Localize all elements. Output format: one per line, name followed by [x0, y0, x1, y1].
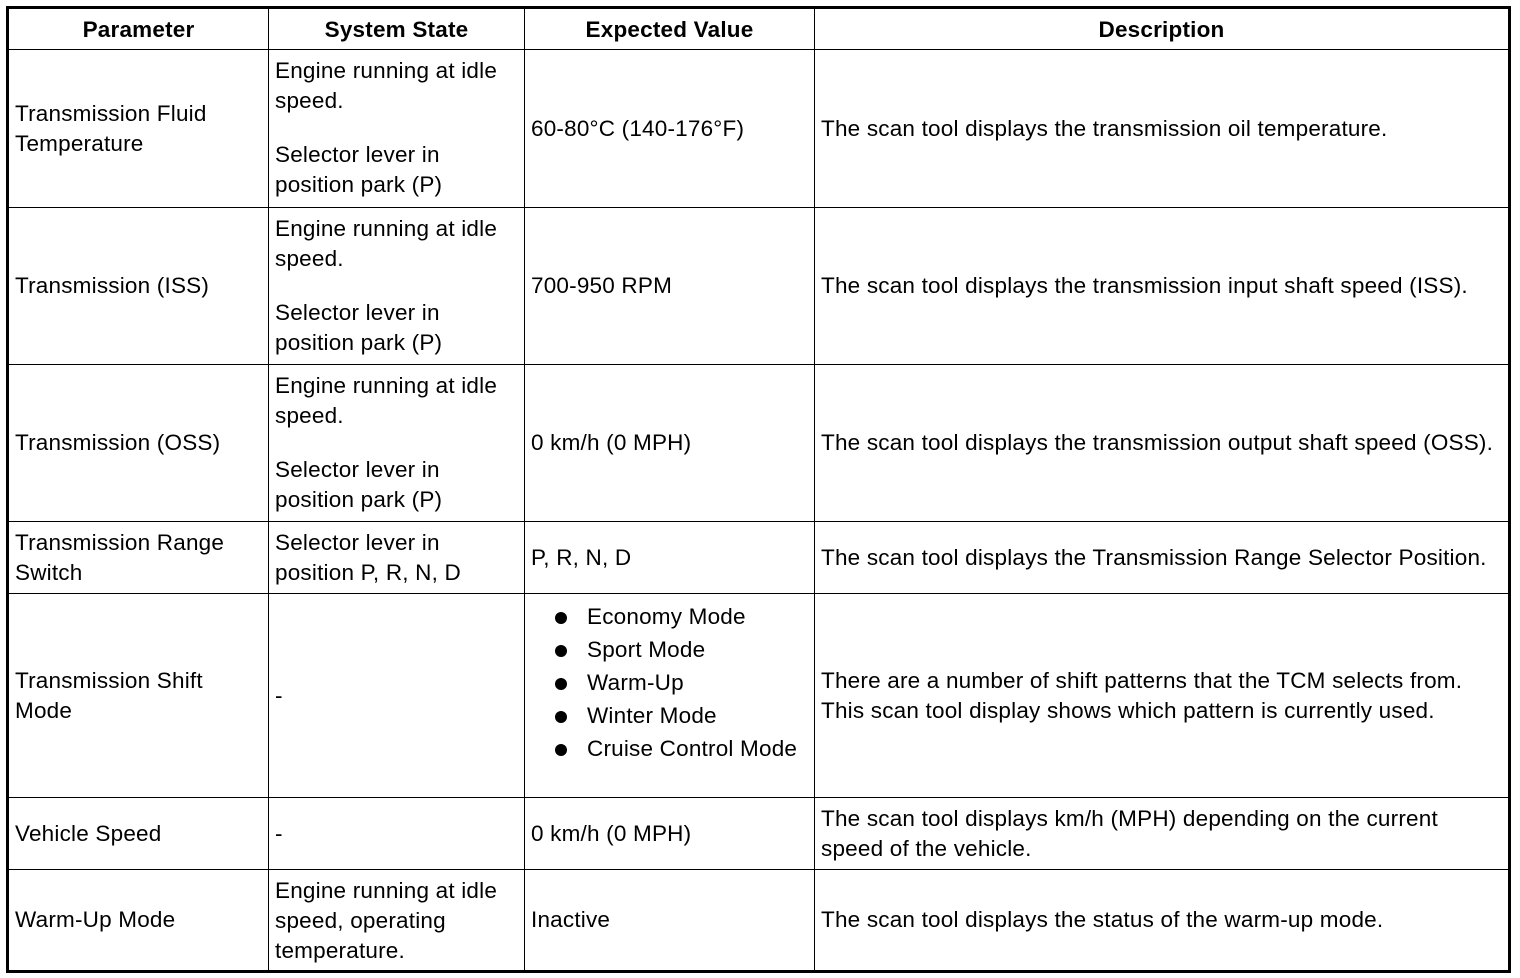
list-item: Warm-Up	[551, 668, 808, 698]
system-state-line: Engine running at idle speed.	[275, 373, 498, 428]
parameter-cell: Warm-Up Mode	[8, 870, 269, 972]
scan-tool-parameter-table	[6, 6, 1511, 973]
expected-value-cell: Inactive	[525, 870, 815, 972]
system-state-cell	[269, 365, 525, 522]
parameter-cell: Transmission Fluid Temperature	[8, 50, 269, 208]
system-state-line: Selector lever in position park (P)	[275, 457, 443, 512]
description-cell: The scan tool displays the transmission input shaft speed (ISS).	[815, 208, 1510, 365]
description-cell: The scan tool displays the Transmission Range Selector Position.	[815, 522, 1510, 594]
system-state-line: Engine running at idle speed, operating temperature.	[275, 878, 498, 963]
table-header-row	[8, 8, 1510, 50]
table-row	[8, 594, 1510, 798]
expected-value-cell: P, R, N, D	[525, 522, 815, 594]
table-row	[8, 870, 1510, 972]
expected-value-cell: 60-80°C (140-176°F)	[525, 50, 815, 208]
system-state-cell	[269, 50, 525, 208]
system-state-line: Selector lever in position P, R, N, D	[275, 529, 461, 585]
parameter-cell: Vehicle Speed	[8, 798, 269, 870]
system-state-cell	[269, 870, 525, 972]
list-item: Sport Mode	[551, 635, 808, 665]
parameter-cell: Transmission Shift Mode	[8, 594, 269, 798]
shift-mode-list	[531, 602, 808, 764]
list-item: Winter Mode	[551, 701, 808, 731]
system-state-cell	[269, 594, 525, 798]
description-cell: The scan tool displays km/h (MPH) depending on the current speed of the vehicle.	[815, 798, 1510, 870]
expected-value-cell: 0 km/h (0 MPH)	[525, 798, 815, 870]
system-state-line: Engine running at idle speed.	[275, 58, 498, 113]
parameter-cell: Transmission (ISS)	[8, 208, 269, 365]
expected-value-cell: 700-950 RPM	[525, 208, 815, 365]
column-header-description: Description	[815, 8, 1510, 50]
list-item: Economy Mode	[551, 602, 808, 632]
description-cell: The scan tool displays the transmission oil temperature.	[815, 50, 1510, 208]
parameter-cell: Transmission (OSS)	[8, 365, 269, 522]
table-row	[8, 798, 1510, 870]
system-state-cell	[269, 208, 525, 365]
system-state-line: Selector lever in position park (P)	[275, 300, 443, 355]
expected-value-cell	[525, 594, 815, 798]
system-state-cell	[269, 798, 525, 870]
list-item: Cruise Control Mode	[551, 734, 808, 764]
column-header-parameter: Parameter	[8, 8, 269, 50]
description-cell: The scan tool displays the transmission output shaft speed (OSS).	[815, 365, 1510, 522]
table-row	[8, 208, 1510, 365]
system-state-line: Selector lever in position park (P)	[275, 142, 443, 197]
system-state-line: -	[275, 682, 283, 708]
table-row	[8, 365, 1510, 522]
description-cell: The scan tool displays the status of the warm-up mode.	[815, 870, 1510, 972]
column-header-expected-value: Expected Value	[525, 8, 815, 50]
column-header-system-state: System State	[269, 8, 525, 50]
table-row	[8, 522, 1510, 594]
parameter-cell: Transmission Range Switch	[8, 522, 269, 594]
system-state-cell	[269, 522, 525, 594]
parameter-table-page	[6, 6, 1508, 972]
system-state-line: -	[275, 820, 283, 846]
description-cell: There are a number of shift patterns that the TCM selects from. This scan tool display shows which pattern is currently used.	[815, 594, 1510, 798]
system-state-line: Engine running at idle speed.	[275, 216, 498, 271]
expected-value-cell: 0 km/h (0 MPH)	[525, 365, 815, 522]
table-row	[8, 50, 1510, 208]
